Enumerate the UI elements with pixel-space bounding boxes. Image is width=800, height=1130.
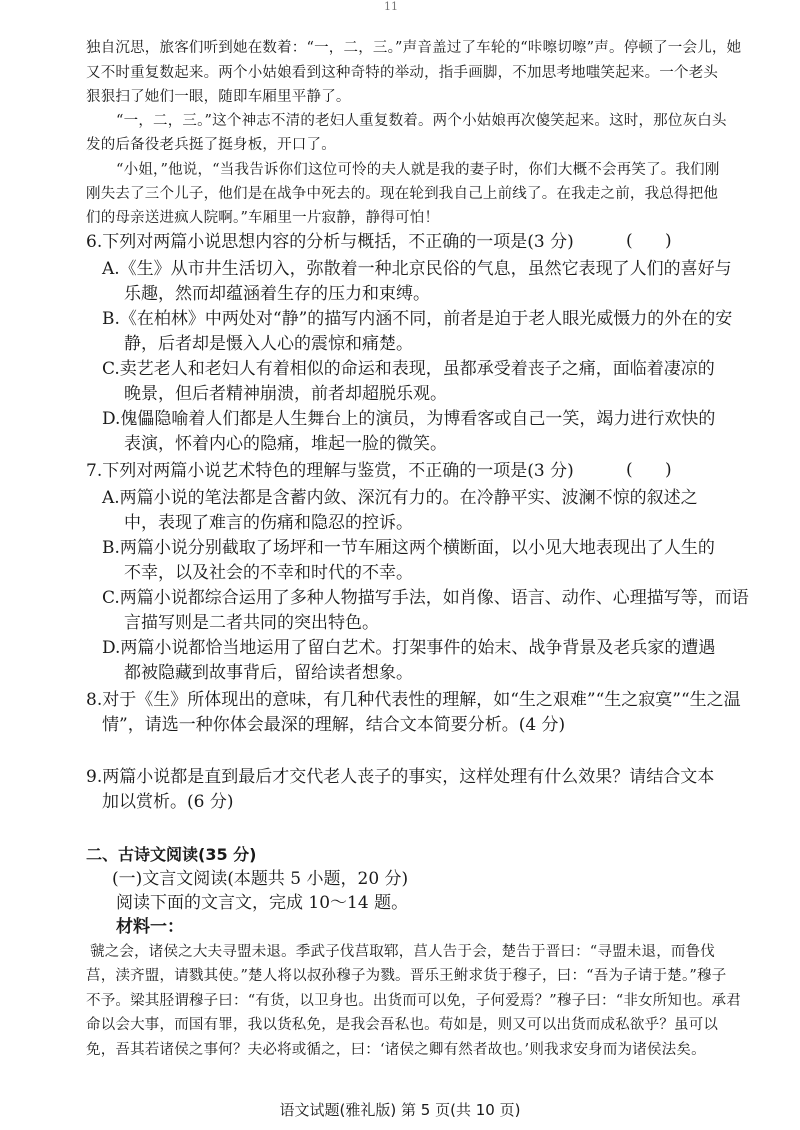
passage-line: “一，二，三。”这个神志不清的老妇人重复数着。两个小姑娘再次傻笑起来。这时，那位灰白头 <box>116 113 727 129</box>
answer-bracket-7: ( ) <box>626 460 672 480</box>
question-9-line2: 加以赏析。(6 分) <box>102 792 234 812</box>
passage-line: 狠狠扫了她们一眼，随即车厢里平静了。 <box>86 89 351 105</box>
classical-text-line: 虢之会，诸侯之大夫寻盟未退。季武子伐莒取郓，莒人告于会，楚告于晋曰：“寻盟未退，而鲁伐 <box>90 944 716 960</box>
question-8-line1: 8.对于《生》所体现出的意味，有几种代表性的理解，如“生之艰难”“生之寂寞”“生之温 <box>86 690 741 710</box>
passage-line: 刚失去了三个儿子，他们是在战争中死去的。现在轮到我自己上前线了。在我走之前，我总得把他 <box>86 186 719 202</box>
page-top-mark: 11 <box>384 0 398 13</box>
q7-option-a-line1: A.两篇小说的笔法都是含蓄内敛、深沉有力的。在冷静平实、波澜不惊的叙述之 <box>102 488 698 508</box>
q6-option-b-line1: B.《在柏林》中两处对“静”的描写内涵不同，前者是迫于老人眼光威慑力的外在的安 <box>102 309 733 329</box>
passage-line: 又不时重复数起来。两个小姑娘看到这种奇特的举动，指手画脚，不加思考地嗤笑起来。一个老头 <box>86 65 719 81</box>
q6-option-a-line2: 乐趣，然而却蕴涵着生存的压力和束缚。 <box>124 284 430 304</box>
q6-option-c-line2: 晚景，但后者精神崩溃，前者却超脱乐观。 <box>124 384 447 404</box>
material-label: 材料一： <box>116 917 184 937</box>
q7-option-d-line1: D.两篇小说都恰当地运用了留白艺术。打架事件的始末、战争背景及老兵家的遭遇 <box>102 638 716 658</box>
reading-instruction: 阅读下面的文言文，完成 10～14 题。 <box>116 893 409 913</box>
answer-bracket-6: ( ) <box>626 231 672 251</box>
q6-option-b-line2: 静，后者却是慑入人心的震惊和痛楚。 <box>124 334 413 354</box>
classical-text-line: 命以会大事，而国有罪，我以货私免，是我会吾私也。苟如是，则又可以出货而成私欲乎？虽可以 <box>86 1017 719 1033</box>
question-9-line1: 9.两篇小说都是直到最后才交代老人丧子的事实，这样处理有什么效果？请结合文本 <box>86 767 715 787</box>
q7-option-b-line1: B.两篇小说分别截取了场坪和一节车厢这两个横断面，以小见大地表现出了人生的 <box>102 538 715 558</box>
subsection-heading: (一)文言文阅读(本题共 5 小题，20 分) <box>112 869 409 889</box>
question-6-stem: 6.下列对两篇小说思想内容的分析与概括，不正确的一项是(3 分) <box>86 232 574 252</box>
passage-line: 发的后备役老兵挺了挺身板，开口了。 <box>86 137 336 153</box>
q6-option-d-line2: 表演，怀着内心的隐痛，堆起一脸的微笑。 <box>124 434 447 454</box>
q7-option-c-line1: C.两篇小说都综合运用了多种人物描写手法，如肖像、语言、动作、心理描写等，而语 <box>102 588 749 608</box>
classical-text-line: 莒，渎齐盟，请戮其使。”楚人将以叔孙穆子为戮。晋乐王鲋求货于穆子，曰：“吾为子请于楚。”穆子 <box>86 968 727 984</box>
q7-option-a-line2: 中，表现了难言的伤痛和隐忍的控诉。 <box>124 513 413 533</box>
q7-option-c-line2: 言描写则是二者共同的突出特色。 <box>124 613 379 633</box>
page-footer: 语文试题(雅礼版) 第 5 页(共 10 页) <box>279 1101 521 1119</box>
classical-text-line: 免，吾其若诸侯之事何？夫必将或循之，曰：‘诸侯之卿有然者故也。’则我求安身而为诸侯法矣。 <box>86 1042 706 1058</box>
q7-option-d-line2: 都被隐藏到故事背后，留给读者想象。 <box>124 663 413 683</box>
passage-line: 独自沉思，旅客们听到她在数着：“一，二，三。”声音盖过了车轮的“咔嚓切嚓”声。停顿了一会儿，她 <box>86 40 742 56</box>
q6-option-d-line1: D.傀儡隐喻着人们都是人生舞台上的演员，为博看客或自己一笑，竭力进行欢快的 <box>102 409 716 429</box>
classical-text-line: 不予。梁其胫谓穆子曰：“有货，以卫身也。出货而可以免，子何爱焉？”穆子曰：“非女所知也。承君 <box>86 993 741 1009</box>
q6-option-a-line1: A.《生》从市井生活切入，弥散着一种北京民俗的气息，虽然它表现了人们的喜好与 <box>102 259 732 279</box>
question-7-stem: 7.下列对两篇小说艺术特色的理解与鉴赏，不正确的一项是(3 分) <box>86 461 574 481</box>
question-8-line2: 情”，请选一种你体会最深的理解，结合文本简要分析。(4 分) <box>102 715 566 735</box>
q6-option-c-line1: C.卖艺老人和老妇人有着相似的命运和表现，虽都承受着丧子之痛，面临着凄凉的 <box>102 359 715 379</box>
q7-option-b-line2: 不幸，以及社会的不幸和时代的不幸。 <box>124 563 413 583</box>
passage-line: “小姐，”他说，“当我告诉你们这位可怜的夫人就是我的妻子时，你们大概不会再笑了。我们刚 <box>116 162 720 178</box>
section-heading: 二、古诗文阅读(35 分) <box>86 845 257 864</box>
passage-line: 们的母亲送进疯人院啊。”车厢里一片寂静，静得可怕！ <box>86 210 440 226</box>
